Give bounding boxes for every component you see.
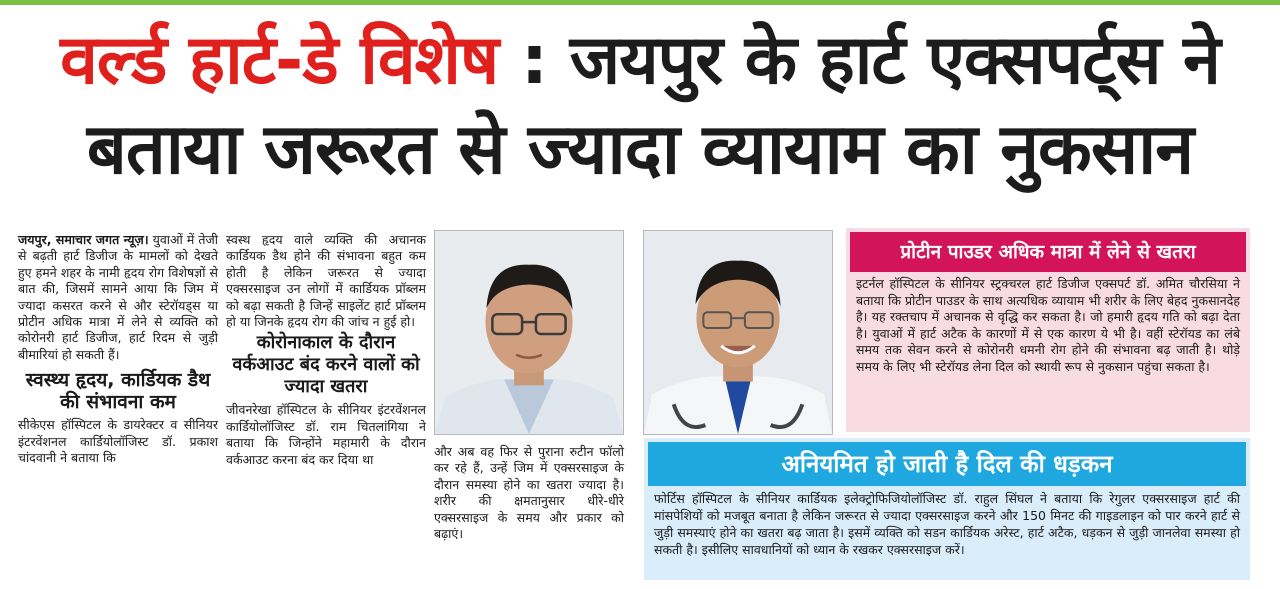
subhead-healthy-heart: स्वस्थ्य हृदय, कार्डियक डैथ की संभावना कम: [25, 369, 211, 414]
protein-powder-heading: प्रोटीन पाउडर अधिक मात्रा में लेने से खतरा: [850, 232, 1246, 272]
doctor-portrait-1-icon: [435, 231, 623, 434]
irregular-heartbeat-body: फोर्टिस हॉस्पिटल के सीनियर कार्डियक इलेक्ट्रोफिजियोलॉजिस्ट डॉ. राहुल सिंघल ने बताया कि रेगुलर एक्सरसाइज हार्ट की मांसपेशियों को मजबूत बनाता है लेकिन जरूरत से ज्यादा एक्सरसाइज करने और 150 मिनट की गाइडलाइन को पार करने हार्ट से जुड़ी समस्याएं होने का खतरा बढ़ जाता है। इसमें व्यक्ति को सडन कार्डियक अरेस्ट, हार्ट अटैक, धड़कन से जुड़ी जानलेवा समस्या हो सकती है। इसीलिए सावधानियों को ध्यान के रखकर एक्सरसाइज करें।: [654, 491, 1240, 557]
doctor-portrait-2-icon: [644, 231, 832, 434]
headline-separator: :: [498, 21, 570, 100]
doctor-photo-2: [643, 230, 833, 435]
top-color-bar: [0, 0, 1280, 5]
col1-paragraph-1: युवाओं में तेजी से बढ़ती हार्ट डिजीज के मामलों को देखते हुए हमने शहर के नामी हृदय रोग विशेषज्ञों से बात की, जिसमें सामने आया कि जिम में ज्यादा कसरत करने से और स्टेरॉयड्स या प्रोटीन अधिक मात्रा में लेने से व्यक्ति को कोरोनरी हार्ट डिजीज, हार्ट रिदम से जुड़ी बीमारियां हो सकती हैं।: [18, 232, 218, 362]
article-column-3: [434, 444, 624, 542]
subhead-corona-workout: कोरोनाकाल के दौरान वर्कआउट बंद करने वालों को ज्यादा खतरा: [232, 332, 420, 398]
headline-red-part: वर्ल्ड हार्ट-डे विशेष: [60, 21, 499, 100]
headline-line-2: बताया जरूरत से ज्यादा व्यायाम का नुकसान: [86, 108, 1194, 190]
irregular-heartbeat-heading: अनियमित हो जाती है दिल की धड़कन: [648, 442, 1246, 486]
col2-paragraph-2: जीवनरेखा हॉस्पिटल के सीनियर इंटरवेंशनल कार्डियोलॉजिस्ट डॉ. राम चितलांगिया ने बताया कि जिन्होंने महामारी के दौरान वर्कआउट करना बंद कर दिया था: [226, 402, 426, 467]
article-column-1: [18, 232, 218, 466]
headline: [10, 18, 1270, 194]
protein-powder-box: [846, 228, 1250, 432]
protein-powder-body: इटर्नल हॉस्पिटल के सीनियर स्ट्रक्चरल हार्ट डिजीज एक्सपर्ट डॉ. अमित चौरसिया ने बताया कि प्रोटीन पाउडर के साथ अत्यधिक व्यायाम भी शरीर के लिए बेहद नुकसानदेह है। यह रक्तचाप में अचानक से वृद्धि कर सकता है। जो हमारी हृदय गति को बढ़ा देता है। युवाओं में हार्ट अटैक के कारणों में से एक कारण ये भी है। वहीं स्टेरॉयड का लंबे समय तक सेवन करने से कोरोनरी धमनी रोग होने की संभावना बढ़ जाती है। थोड़े समय के लिए भी स्टेरॉयड लेना दिल को स्थायी रूप से नुकसान पहुंचा सकता है।: [856, 276, 1240, 374]
article-column-2: [226, 232, 426, 468]
dateline: जयपुर, समाचार जगत न्यूज़।: [18, 232, 149, 247]
headline-line-1: [10, 18, 1270, 104]
col3-paragraph-1: और अब वह फिर से पुराना रुटीन फॉलो कर रहे हैं, उन्हें जिम में एक्सरसाइज के दौरान समस्या होने का खतरा ज्यादा है। शरीर की क्षमतानुसार धीरे-धीरे एक्सरसाइज के समय और प्रकार को बढ़ाएं।: [434, 444, 624, 542]
col2-paragraph-1: स्वस्थ हृदय वाले व्यक्ति की अचानक कार्डियक डैथ होने की संभावना बहुत कम होती है लेकिन जरूरत से ज्यादा एक्सरसाइज उन लोगों में कार्डियक प्रॉब्लम को बढ़ा सकती है जिन्हें साइलेंट हार्ट प्रॉब्लम हो या जिनके हृदय रोग की जांच न हुई हो।: [226, 232, 426, 330]
irregular-heartbeat-box: [644, 438, 1250, 580]
col1-paragraph-2: सीकेएस हॉस्पिटल के डायरेक्टर व सीनियर इंटरवेंशनल कार्डियोलॉजिस्ट डॉ. प्रकाश चांदवानी ने बताया कि: [18, 417, 218, 466]
headline-dark-part: जयपुर के हार्ट एक्सपर्ट्स ने: [569, 21, 1220, 100]
doctor-photo-1: [434, 230, 624, 435]
